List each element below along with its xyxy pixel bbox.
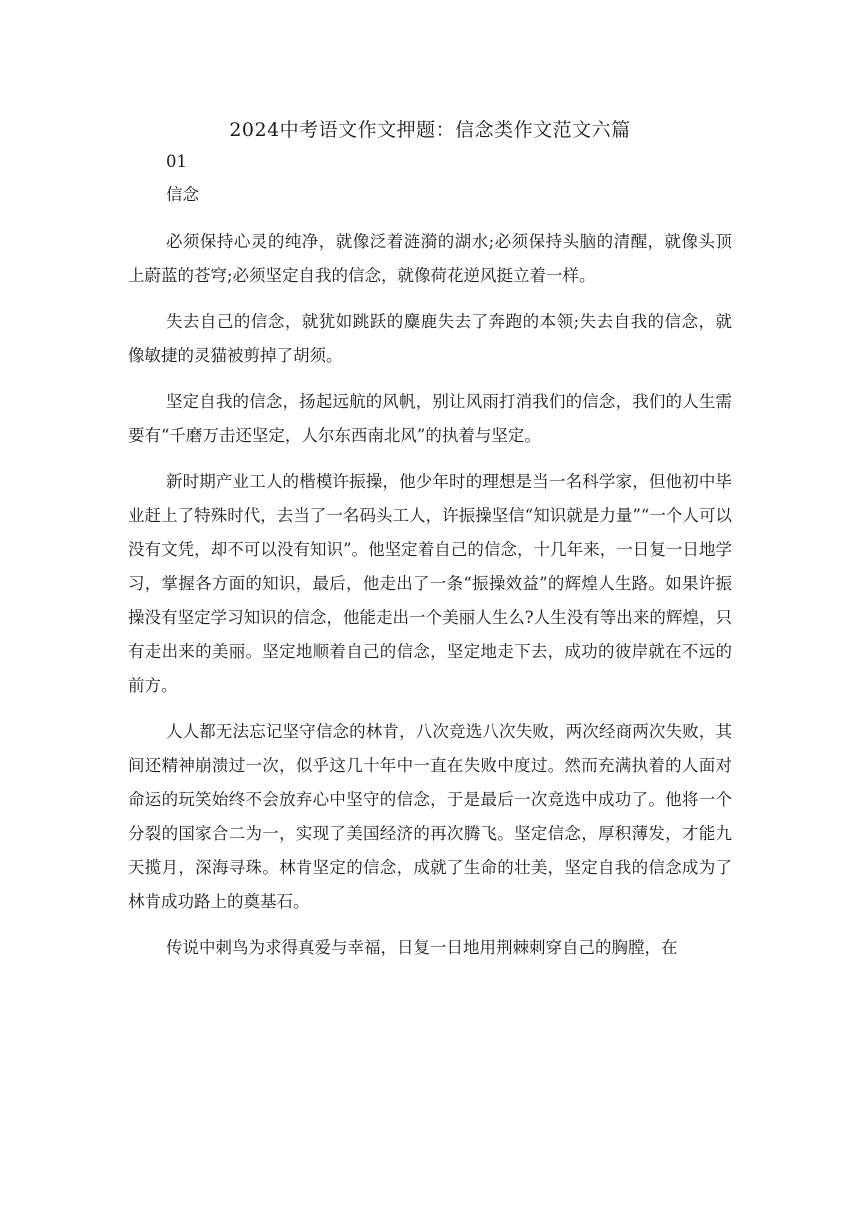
paragraph: 新时期产业工人的楷模许振操，他少年时的理想是当一名科学家，但他初中毕业赶上了特殊时代，去当了一名码头工人，许振操坚信“知识就是力量”“一个人可以没有文凭，却不可以没有知识”。他坚定着自己的信念，十几年来，一日复一日地学习，掌握各方面的知识，最后，他走出了一条“振操效益”的辉煌人生路。如果许振操没有坚定学习知识的信念，他能走出一个美丽人生么?人生没有等出来的辉煌，只有走出来的美丽。坚定地顺着自己的信念，坚定地走下去，成功的彼岸就在不远的前方。 [128,472,732,695]
document-body [128,225,732,977]
paragraph: 坚定自我的信念，扬起远航的风帆，别让风雨打消我们的信念，我们的人生需要有“千磨万击还坚定，人尔东西南北风”的执着与坚定。 [128,392,732,445]
section-number: 01 [166,152,187,171]
paragraph: 传说中刺鸟为求得真爱与幸福，日复一日地用荆棘刺穿自己的胸膛，在 [165,938,678,957]
paragraph: 人人都无法忘记坚守信念的林肯，八次竞选八次失败，两次经商两次失败，其间还精神崩溃过一次，似乎这几十年中一直在失败中度过。然而充满执着的人面对命运的玩笑始终不会放弃心中坚守的信念，于是最后一次竞选中成功了。他将一个分裂的国家合二为一，实现了美国经济的再次腾飞。坚定信念，厚积薄发，才能九天揽月，深海寻珠。林肯坚定的信念，成就了生命的壮美，坚定自我的信念成为了林肯成功路上的奠基石。 [128,722,732,911]
section-title: 信念 [166,185,199,204]
paragraph: 失去自己的信念，就犹如跳跃的麋鹿失去了奔跑的本领;失去自我的信念，就像敏捷的灵猫被剪掉了胡须。 [128,312,732,365]
paragraph: 必须保持心灵的纯净，就像泛着涟漪的湖水;必须保持头脑的清醒，就像头顶上蔚蓝的苍穹;必须坚定自我的信念，就像荷花逆风挺立着一样。 [128,232,732,285]
document-title: 2024中考语文作文押题：信念类作文范文六篇 [229,119,631,141]
